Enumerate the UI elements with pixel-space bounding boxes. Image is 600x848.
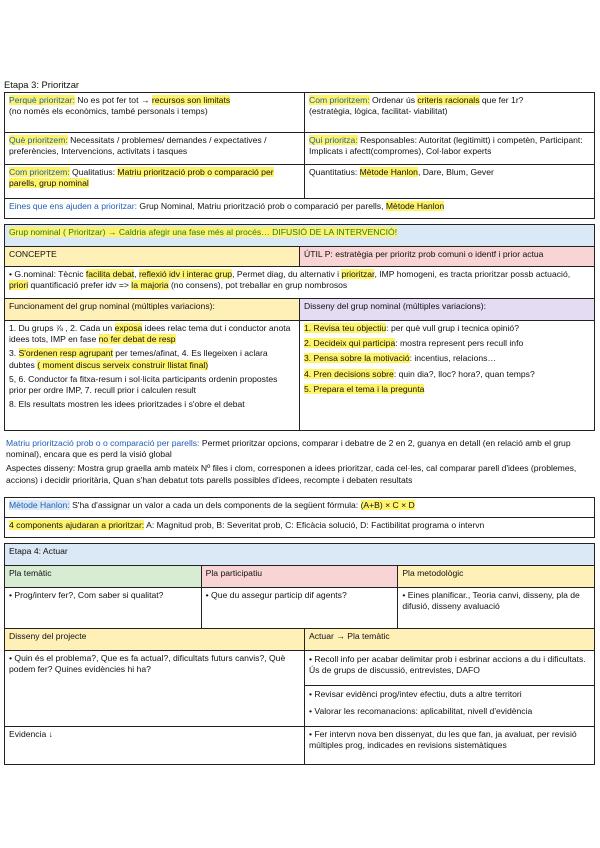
actuar-header: Actuar → Pla temàtic [305,629,595,651]
eines-text: Grup Nominal, Matriu priorització prob o comparació per parells, [137,201,386,211]
que-cell [5,133,305,165]
pla-tematic-header: Pla temàtic [5,566,202,588]
perque-label: Perquè prioritzar: [9,95,75,105]
evidencia-cell: Evidencia ↓ [5,727,305,765]
quantitatius-highlight: Mètode Hanlon [359,167,418,177]
perque-detail: (no només els econòmics, també personals i temps) [9,106,208,117]
perque-highlight: recursos son limitats [151,95,231,105]
funcionament-cell: 1. Du grups ⅞ , 2. Cada un exposa idees relac tema dut i conductor anota idees tots, IMP en fase no fer debat de resp 3. S'ordenen resp agrupant per temes/afinat, 4. Es llegeixen i aclara dubtes ( moment discus serveix construir llistat final) 5, 6. Conductor fa fitxa-resum i sol·licita participants ordenin propostes prior per ordre IMP, 7. recull prior i calculen result 8. Els resultats mostren les idees prioritzades i s'obre el debat [5,321,300,431]
eines-label: Eines que ens ajuden a prioritzar: [9,201,138,211]
perque-text: No es pot fer tot → [74,95,152,105]
etapa3-table [4,92,595,219]
eines-highlight: Mètode Hanlon [385,201,445,211]
com-text2: que fer 1r? [479,95,524,105]
eines-cell [5,199,595,219]
components-cell: 4 components ajudaran a prioritzar: A: Magnitud prob, B: Severitat prob, C: Eficàcia solució, D: Factibilitat programa o intervn [5,518,595,538]
qui-text: Responsables: Autoritat (legitimitt) i competèn, Participant: Implicats i afectt(compromes), Col·labor experts [309,135,583,157]
com-text: Ordenar ús [369,95,418,105]
qualitatius-text: Qualitatius: [69,167,118,177]
com-highlight: criteris racionals [417,95,480,105]
matriu-section: Matriu priorització prob o o comparació per parells: Permet prioritzar opcions, comparar i debatre de 2 en 2, guanya en detall (en relació amb el grup nominal), encara que es perd la visió global Aspectes disseny: Mostra grup graella amb mateix Nº files i clom, corresponen a idees prioritzar, cada cel·les, cal comparar parell d'idees (problemes, accions) i decidir prioritària, Quan s'han debatut tots parells possibles d'idees, recompte i debaten resultats [6,438,577,485]
projecte-left-cell: • Quin és el problema?, Que es fa actual?, dificultats futurs canvis?, Què podem fer? Quines evidències hi ha? [5,651,305,727]
concepte-cell: CONCEPTE [5,247,300,267]
fer-intervn-cell: • Fer intervn nova ben dissenyat, du les que fan, ja avaluat, per revisió múltiples prog, indicades en revisions sistemàtiques [305,727,595,765]
qualitatius-cell [5,165,305,199]
util-cell [300,247,595,267]
com-detail: (estratègia, lògica, facilitat- viabilitat) [309,106,448,117]
disseny-projecte-header: Disseny del projecte [5,629,305,651]
grup-nominal-table [4,224,595,431]
quantitatius-cell [305,165,595,199]
qualitatius-highlight: Matriu priorització prob o comparació per parells, grup nominal [9,167,274,189]
com-cell [305,93,595,133]
pla-tematic-cell: • Prog/interv fer?, Com saber si qualitat? [5,588,202,630]
etapa4-table [4,543,595,630]
com-label: Com prioritzem: [309,95,370,105]
qui-label: Qui prioritza: [309,135,358,145]
disseny-grup-cell: 1. Revisa teu objectiu: per què vull grup i tecnica opinió? 2. Decideix qui participa: mostra represent pers recull info 3. Pensa sobre la motivació: incentius, relacions… 4. Pren decisions sobre: quin dia?, lloc? hora?, quan temps? 5. Prepara el tema i la pregunta [300,321,595,431]
que-label: Què prioritzem: [9,135,68,145]
projecte-table [4,628,595,765]
pla-participatiu-header: Pla participatiu [201,566,398,588]
grup-desc-cell: • G.nominal: Tècnic facilita debat, reflexió idv i interac grup, Permet diag, du alternativ i prioritzar, IMP homogeni, es tracta prioritzar possb actuació, priori quantificació prefer idv => la majoria (no consens), pot treballar en grup nombrosos [5,267,595,299]
projecte-right-cell: • Recoll info per acabar delimitar prob i esbrinar accions a du i dificultats. Ús de grups de discussió, entrevistes, DAFO • Revisar evidènci prog/intev efectiu, duts a altre territori • Valorar les recomanacions: aplicabilitat, nivell d'evidència [305,651,595,727]
que-text: Necessitats / problemes/ demandes / expectatives / preferències, Intervencions, activitats i tasques [9,135,267,157]
util-text: estratègia per prioritz prob comuni o identf i prior actua [332,249,544,259]
hanlon-cell: Mètode Hanlon: S'ha d'assignar un valor a cada un dels components de la següent fórmula: (A+B) × C × D [5,498,595,518]
etapa4-header: Etapa 4: Actuar [5,544,595,566]
quantitatius-text: Quantitatius: [309,167,360,177]
funcionament-header: Funcionament del grup nominal (múltiples variacions): [5,299,300,321]
perque-cell [5,93,305,133]
grup-header: Grup nominal ( Prioritzar) → Caldria afegir una fase més al procés… DIFUSIÓ DE LA INTERVENCIÓ! [5,225,595,247]
disseny-grup-header: Disseny del grup nominal (múltiples variacions): [300,299,595,321]
pla-metodologic-cell: • Eines planificar., Teoria canvi, disseny, pla de difusió, disseny avaluació [398,588,595,630]
etapa3-title: Etapa 3: Prioritzar [4,79,80,90]
pla-participatiu-cell: • Que du assegur particip dif agents? [201,588,398,630]
quantitatius-text2: , Dare, Blum, Gever [417,167,494,177]
pla-metodologic-header: Pla metodològic [398,566,595,588]
qui-cell [305,133,595,165]
hanlon-table [4,497,595,538]
qualitatius-label: Com prioritzem: [9,167,70,177]
util-label: ÚTIL P: [304,249,333,259]
